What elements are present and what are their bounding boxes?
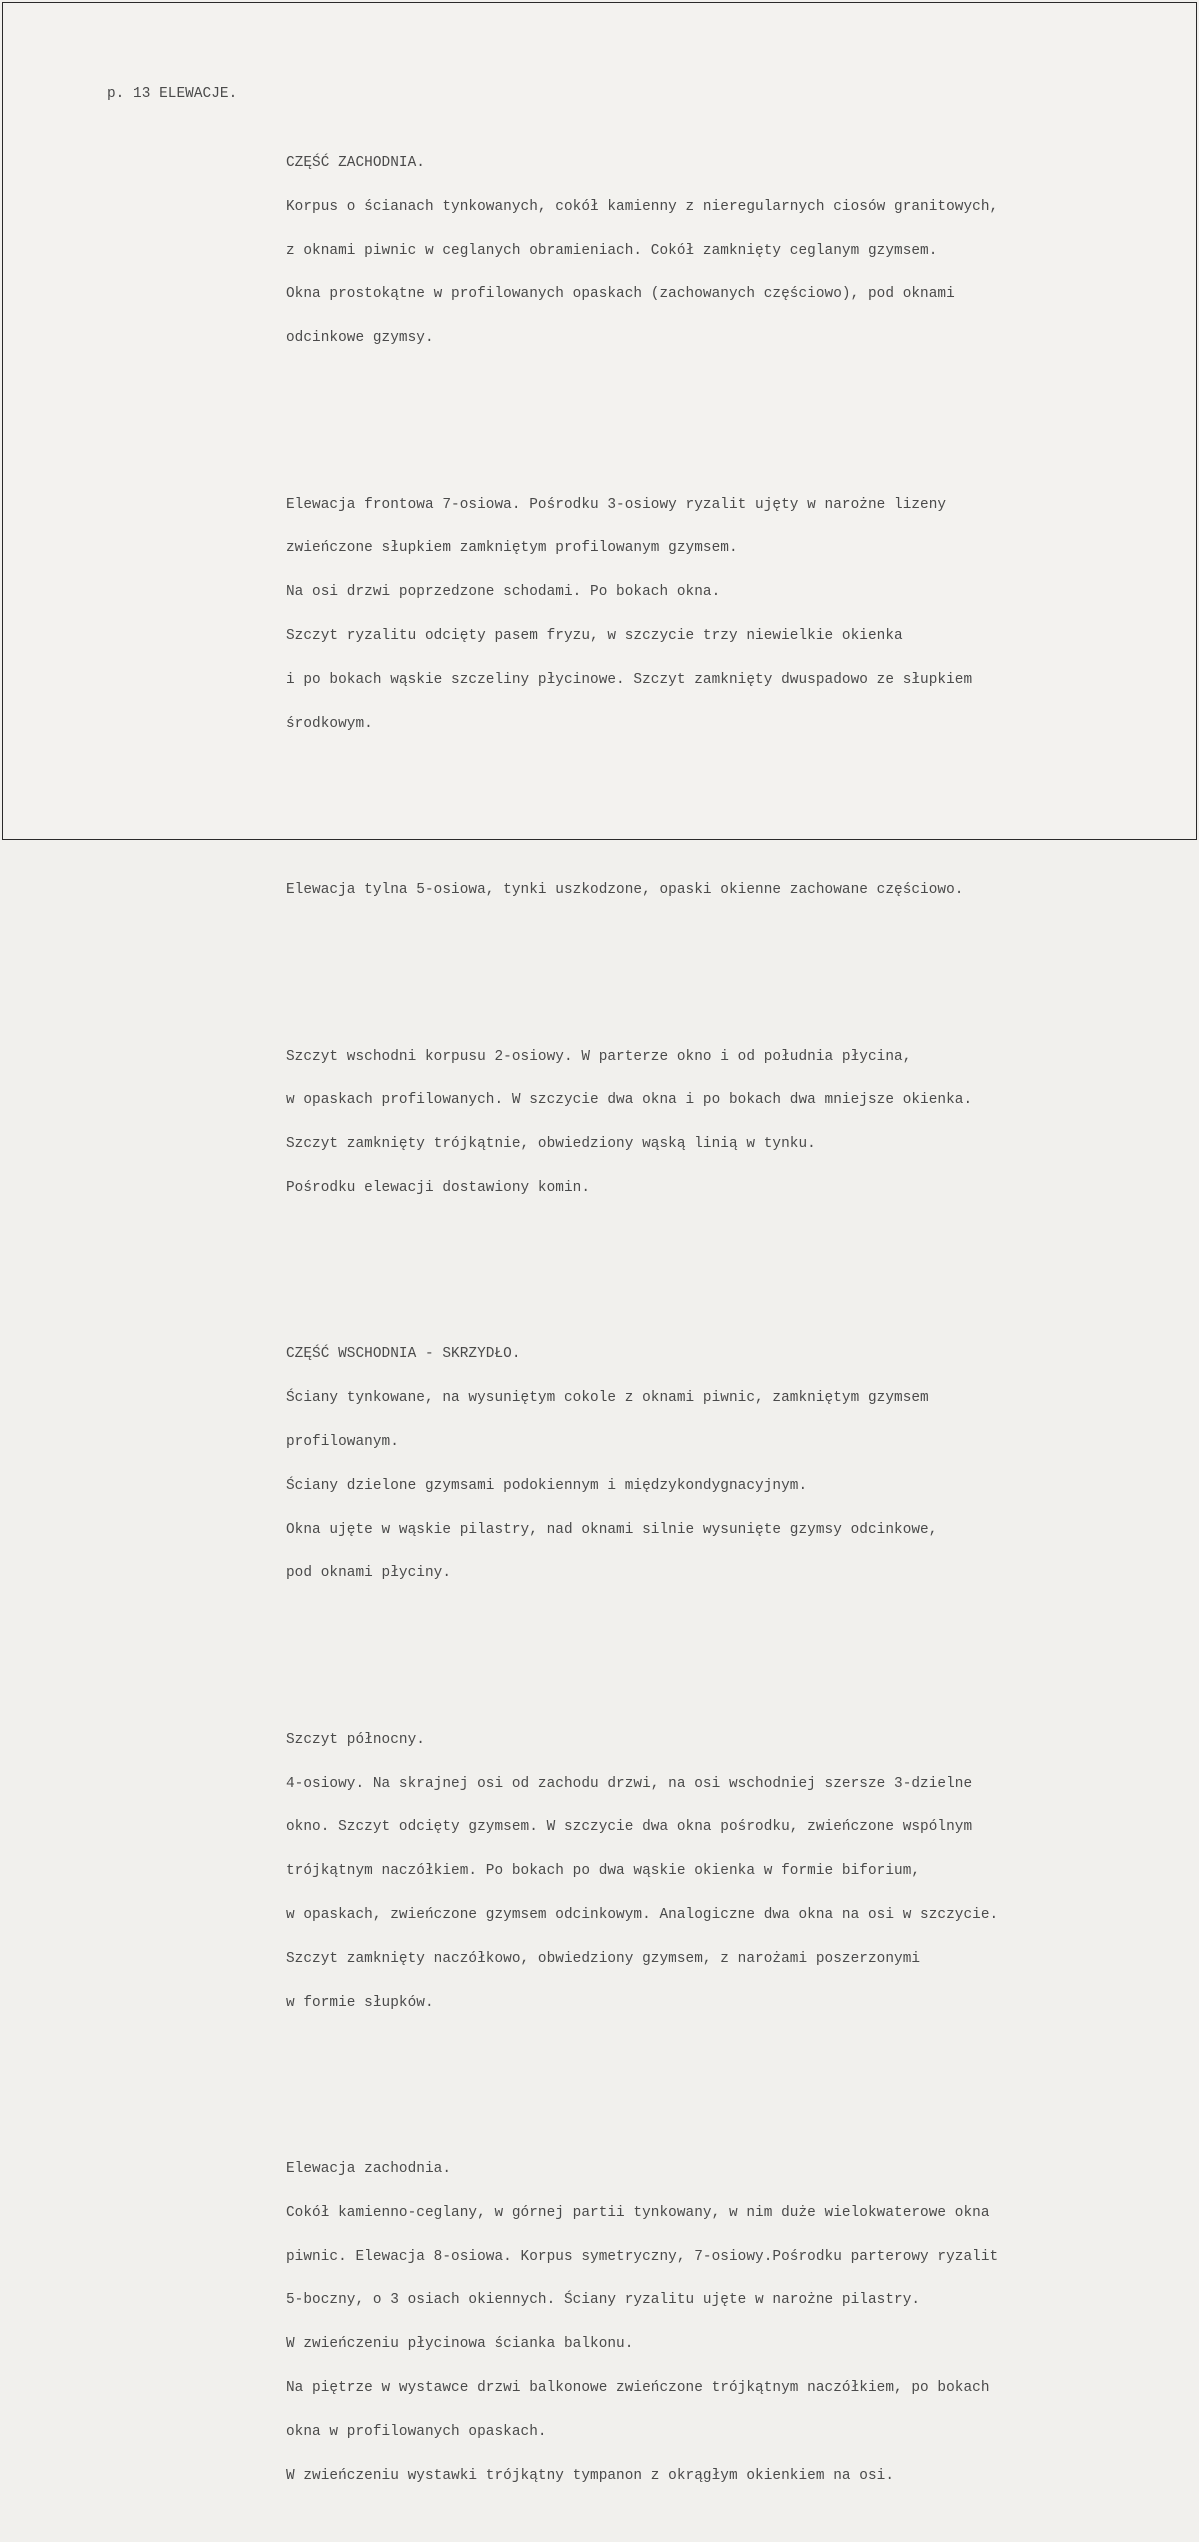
text-line: Elewacja frontowa 7-osiowa. Pośrodku 3-osiowy ryzalit ujęty w narożne lizeny xyxy=(286,496,947,513)
text-line: Szczyt zamknięty naczółkowo, obwiedziony gzymsem, z narożami poszerzonymi xyxy=(286,1950,921,1967)
text-line: pod oknami płyciny. xyxy=(286,1565,452,1582)
text-line: w opaskach profilowanych. W szczycie dwa okna i po bokach dwa mniejsze okienka. xyxy=(286,1092,973,1109)
section-heading: Elewacja zachodnia. xyxy=(286,2161,452,2178)
text-line: Korpus o ścianach tynkowanych, cokół kamienny z nieregularnych ciosów granitowych, xyxy=(286,198,999,215)
text-line: Ściany tynkowane, na wysuniętym cokole z oknami piwnic, zamkniętym gzymsem xyxy=(286,1390,929,1407)
section-elewacja-zachodnia xyxy=(286,2133,998,2512)
text-line: W zwieńczeniu płycinowa ścianka balkonu. xyxy=(286,2336,634,2353)
document-body xyxy=(286,83,998,2542)
section-elewacja-tylna xyxy=(286,854,998,927)
section-heading: Szczyt północny. xyxy=(286,1731,425,1748)
text-line: Elewacja tylna 5-osiowa, tynki uszkodzone, opaski okienne zachowane częściowo. xyxy=(286,882,964,899)
text-line: Szczyt wschodni korpusu 2-osiowy. W parterze okno i od południa płycina, xyxy=(286,1048,912,1065)
section-heading: CZĘŚĆ ZACHODNIA. xyxy=(286,154,425,171)
text-line: Okna ujęte w wąskie pilastry, nad oknami silnie wysunięte gzymsy odcinkowe, xyxy=(286,1521,938,1538)
text-line: profilowanym. xyxy=(286,1434,399,1451)
text-line: okna w profilowanych opaskach. xyxy=(286,2423,547,2440)
text-line: okno. Szczyt odcięty gzymsem. W szczycie dwa okna pośrodku, zwieńczone wspólnym xyxy=(286,1819,973,1836)
text-line: W zwieńczeniu wystawki trójkątny tympanon z okrągłym okienkiem na osi. xyxy=(286,2467,895,2484)
text-line: w opaskach, zwieńczone gzymsem odcinkowym. Analogiczne dwa okna na osi w szczycie. xyxy=(286,1907,999,1924)
section-elewacja-frontowa xyxy=(286,468,998,760)
section-szczyt-polnocny xyxy=(286,1704,998,2040)
text-line: trójkątnym naczółkiem. Po bokach po dwa wąskie okienka w formie biforium, xyxy=(286,1863,921,1880)
text-line: 5-boczny, o 3 osiach okiennych. Ściany ryzalitu ujęte w narożne pilastry. xyxy=(286,2292,921,2309)
text-line: Okna prostokątne w profilowanych opaskach (zachowanych częściowo), pod oknami xyxy=(286,286,955,303)
text-line: z oknami piwnic w ceglanych obramieniach. Cokół zamknięty ceglanym gzymsem. xyxy=(286,242,938,259)
text-line: Szczyt ryzalitu odcięty pasem fryzu, w szczycie trzy niewielkie okienka xyxy=(286,627,903,644)
text-line: i po bokach wąskie szczeliny płycinowe. Szczyt zamknięty dwuspadowo ze słupkiem xyxy=(286,671,973,688)
text-line: Szczyt zamknięty trójkątnie, obwiedziony wąską linią w tynku. xyxy=(286,1136,816,1153)
text-line: Cokół kamienno-ceglany, w górnej partii tynkowany, w nim duże wielokwaterowe okna xyxy=(286,2204,990,2221)
text-line: odcinkowe gzymsy. xyxy=(286,330,434,347)
text-line: 4-osiowy. Na skrajnej osi od zachodu drzwi, na osi wschodniej szersze 3-dzielne xyxy=(286,1775,973,1792)
section-heading: CZĘŚĆ WSCHODNIA - SKRZYDŁO. xyxy=(286,1346,521,1363)
document-page xyxy=(2,2,1197,2484)
text-line: zwieńczone słupkiem zamkniętym profilowanym gzymsem. xyxy=(286,540,738,557)
text-line: Ściany dzielone gzymsami podokiennym i międzykondygnacyjnym. xyxy=(286,1477,808,1494)
text-line: Na osi drzwi poprzedzone schodami. Po bokach okna. xyxy=(286,584,721,601)
section-szczyt-wschodni xyxy=(286,1020,998,1224)
text-line: Pośrodku elewacji dostawiony komin. xyxy=(286,1179,591,1196)
text-line: Na piętrze w wystawce drzwi balkonowe zwieńczone trójkątnym naczółkiem, po bokach xyxy=(286,2380,990,2397)
text-line: piwnic. Elewacja 8-osiowa. Korpus symetryczny, 7-osiowy.Pośrodku parterowy ryzalit xyxy=(286,2248,999,2265)
text-line: w formie słupków. xyxy=(286,1994,434,2011)
section-czesc-zachodnia xyxy=(286,127,998,375)
page-reference: p. 13 ELEWACJE. xyxy=(107,86,238,102)
text-line: środkowym. xyxy=(286,715,373,732)
section-czesc-wschodnia xyxy=(286,1318,998,1610)
